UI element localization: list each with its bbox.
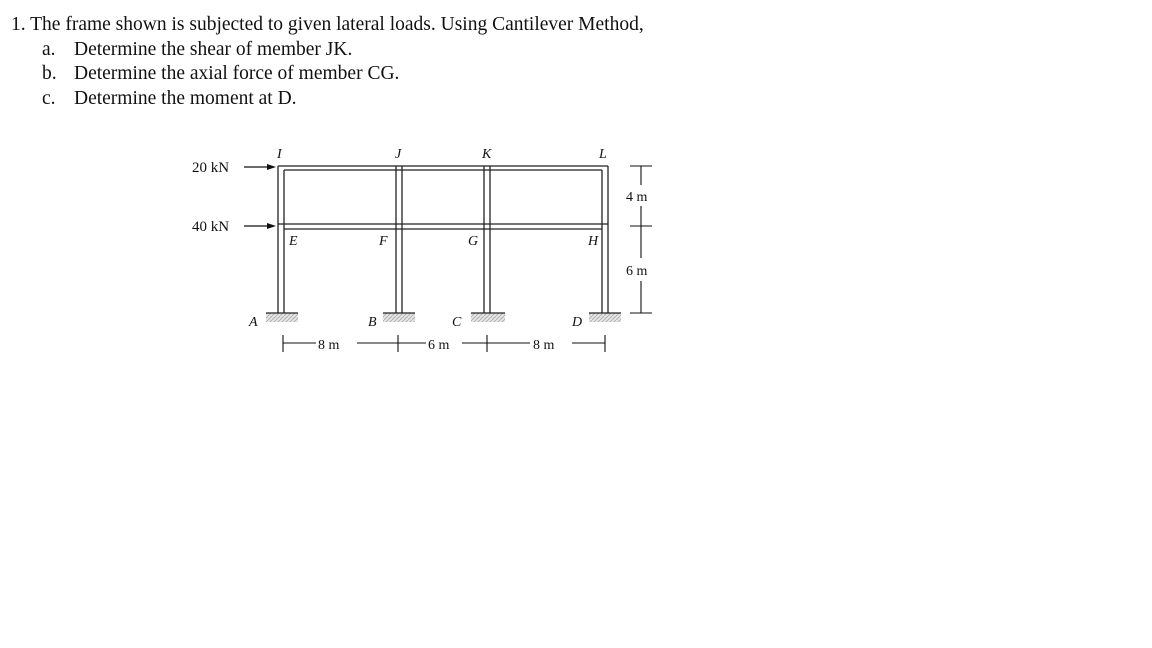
span-2-label: 6 m	[428, 338, 450, 353]
load-arrows	[244, 164, 276, 229]
joint-h-label: H	[588, 234, 599, 249]
arrow-20kn-head	[267, 164, 276, 170]
support-b-label: B	[368, 315, 377, 330]
height-dimensions	[630, 166, 652, 313]
joint-g-label: G	[468, 234, 479, 249]
frame-columns	[278, 166, 608, 313]
support-c-label: C	[452, 315, 462, 330]
support-c-hatch	[471, 313, 505, 322]
part-c-text: Determine the moment at D.	[74, 87, 297, 109]
support-d-label: D	[572, 315, 583, 330]
joint-f-label: F	[379, 234, 388, 249]
height-lower-label: 6 m	[626, 264, 648, 279]
supports	[266, 313, 621, 322]
span-1-label: 8 m	[318, 338, 340, 353]
joint-k-label: K	[482, 147, 492, 162]
load-20kn-label: 20 kN	[192, 160, 230, 176]
arrow-40kn-head	[267, 223, 276, 229]
problem-statement: 1. The frame shown is subjected to given lateral loads. Using Cantilever Method,	[11, 14, 644, 35]
support-a-hatch	[266, 313, 298, 322]
support-b-hatch	[383, 313, 415, 322]
joint-i-label: I	[277, 147, 282, 162]
height-upper-label: 4 m	[626, 190, 648, 205]
span-3-label: 8 m	[533, 338, 555, 353]
joint-l-label: L	[599, 147, 607, 162]
part-a-text: Determine the shear of member JK.	[74, 38, 353, 60]
load-40kn-label: 40 kN	[192, 219, 230, 235]
support-d-hatch	[589, 313, 621, 322]
frame-beams	[278, 166, 608, 229]
part-a-label: a.	[42, 38, 56, 60]
part-b-text: Determine the axial force of member CG.	[74, 63, 400, 84]
joint-j-label: J	[395, 147, 402, 162]
joint-e-label: E	[289, 234, 298, 249]
part-c-label: c.	[42, 87, 56, 109]
part-b-label: b.	[42, 63, 57, 84]
support-a-label: A	[249, 315, 258, 330]
